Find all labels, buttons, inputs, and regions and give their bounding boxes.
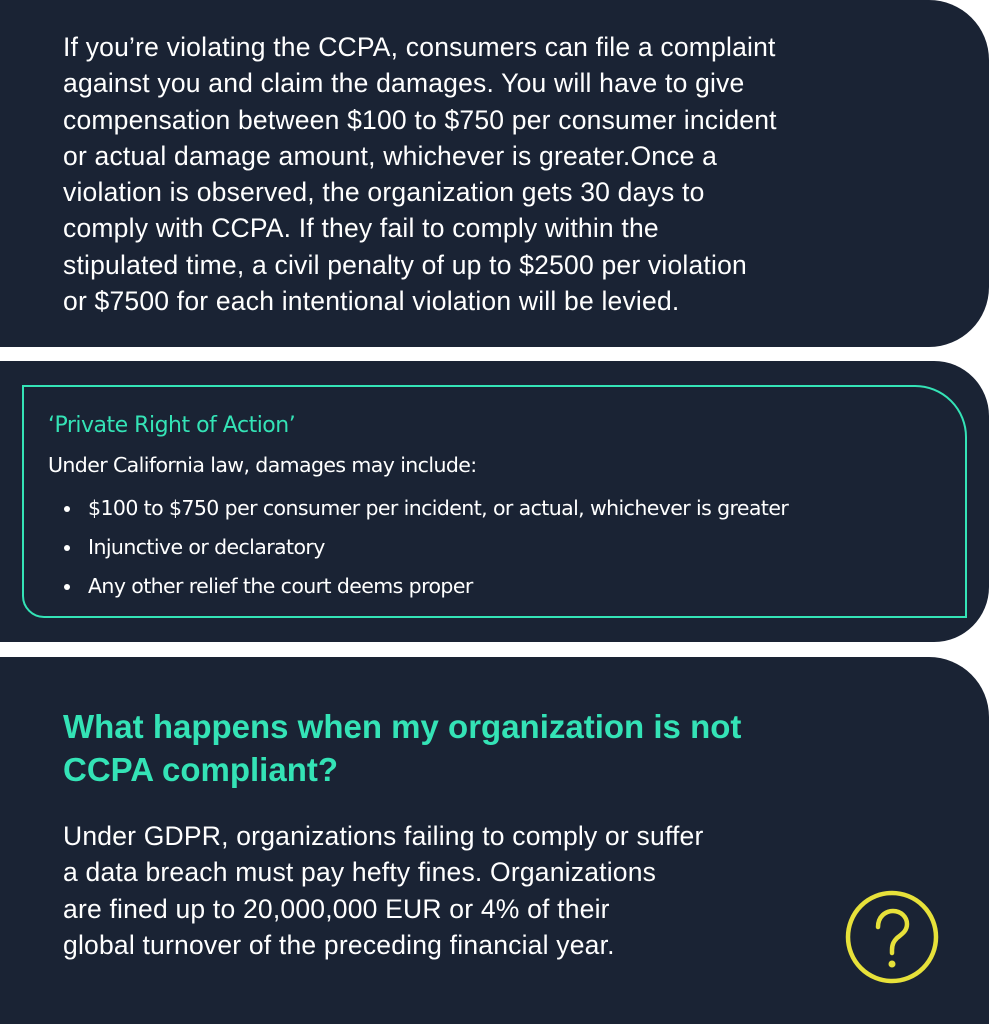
noncompliance-line: are fined up to 20,000,000 EUR or 4% of their	[63, 893, 610, 924]
noncompliance-line: a data breach must pay hefty fines. Organizations	[63, 857, 657, 888]
private-right-subtitle: Under California law, damages may include:	[48, 453, 477, 477]
penalties-line: or actual damage amount, whichever is greater.Once a	[63, 140, 718, 171]
noncompliance-paragraph	[63, 818, 863, 963]
damages-list-item	[62, 489, 788, 528]
damages-list	[62, 489, 788, 606]
penalties-line: If you’re violating the CCPA, consumers can file a complaint	[63, 32, 776, 62]
penalties-paragraph	[63, 29, 953, 319]
damages-list-item-text: $100 to $750 per consumer per incident, or actual, whichever is greater	[88, 496, 789, 520]
noncompliance-line: Under GDPR, organizations failing to comply or suffer	[63, 821, 704, 851]
penalties-line: compensation between $100 to $750 per consumer incident	[63, 104, 777, 135]
question-mark-circle-icon	[845, 890, 939, 984]
bullet-icon	[64, 545, 70, 551]
penalties-line: stipulated time, a civil penalty of up to $2500 per violation	[63, 249, 747, 280]
heading-line: CCPA compliant?	[63, 751, 339, 788]
private-right-box	[22, 385, 967, 618]
bullet-icon	[64, 584, 70, 590]
penalties-panel	[0, 0, 989, 347]
private-right-panel	[0, 361, 989, 642]
private-right-title: ‘Private Right of Action’	[48, 413, 296, 438]
noncompliance-line: global turnover of the preceding financial year.	[63, 929, 615, 960]
bullet-icon	[64, 506, 70, 512]
penalties-line: comply with CCPA. If they fail to comply within the	[63, 213, 659, 244]
damages-list-item	[62, 567, 788, 606]
noncompliance-heading	[63, 705, 923, 791]
damages-list-item-text: Injunctive or declaratory	[88, 535, 325, 559]
heading-line: What happens when my organization is not	[63, 708, 742, 745]
penalties-line: against you and claim the damages. You will have to give	[63, 68, 745, 99]
damages-list-item	[62, 528, 788, 567]
penalties-line: violation is observed, the organization gets 30 days to	[63, 177, 705, 208]
damages-list-item-text: Any other relief the court deems proper	[88, 574, 473, 598]
penalties-line: or $7500 for each intentional violation will be levied.	[63, 286, 680, 317]
noncompliance-panel	[0, 657, 989, 1024]
